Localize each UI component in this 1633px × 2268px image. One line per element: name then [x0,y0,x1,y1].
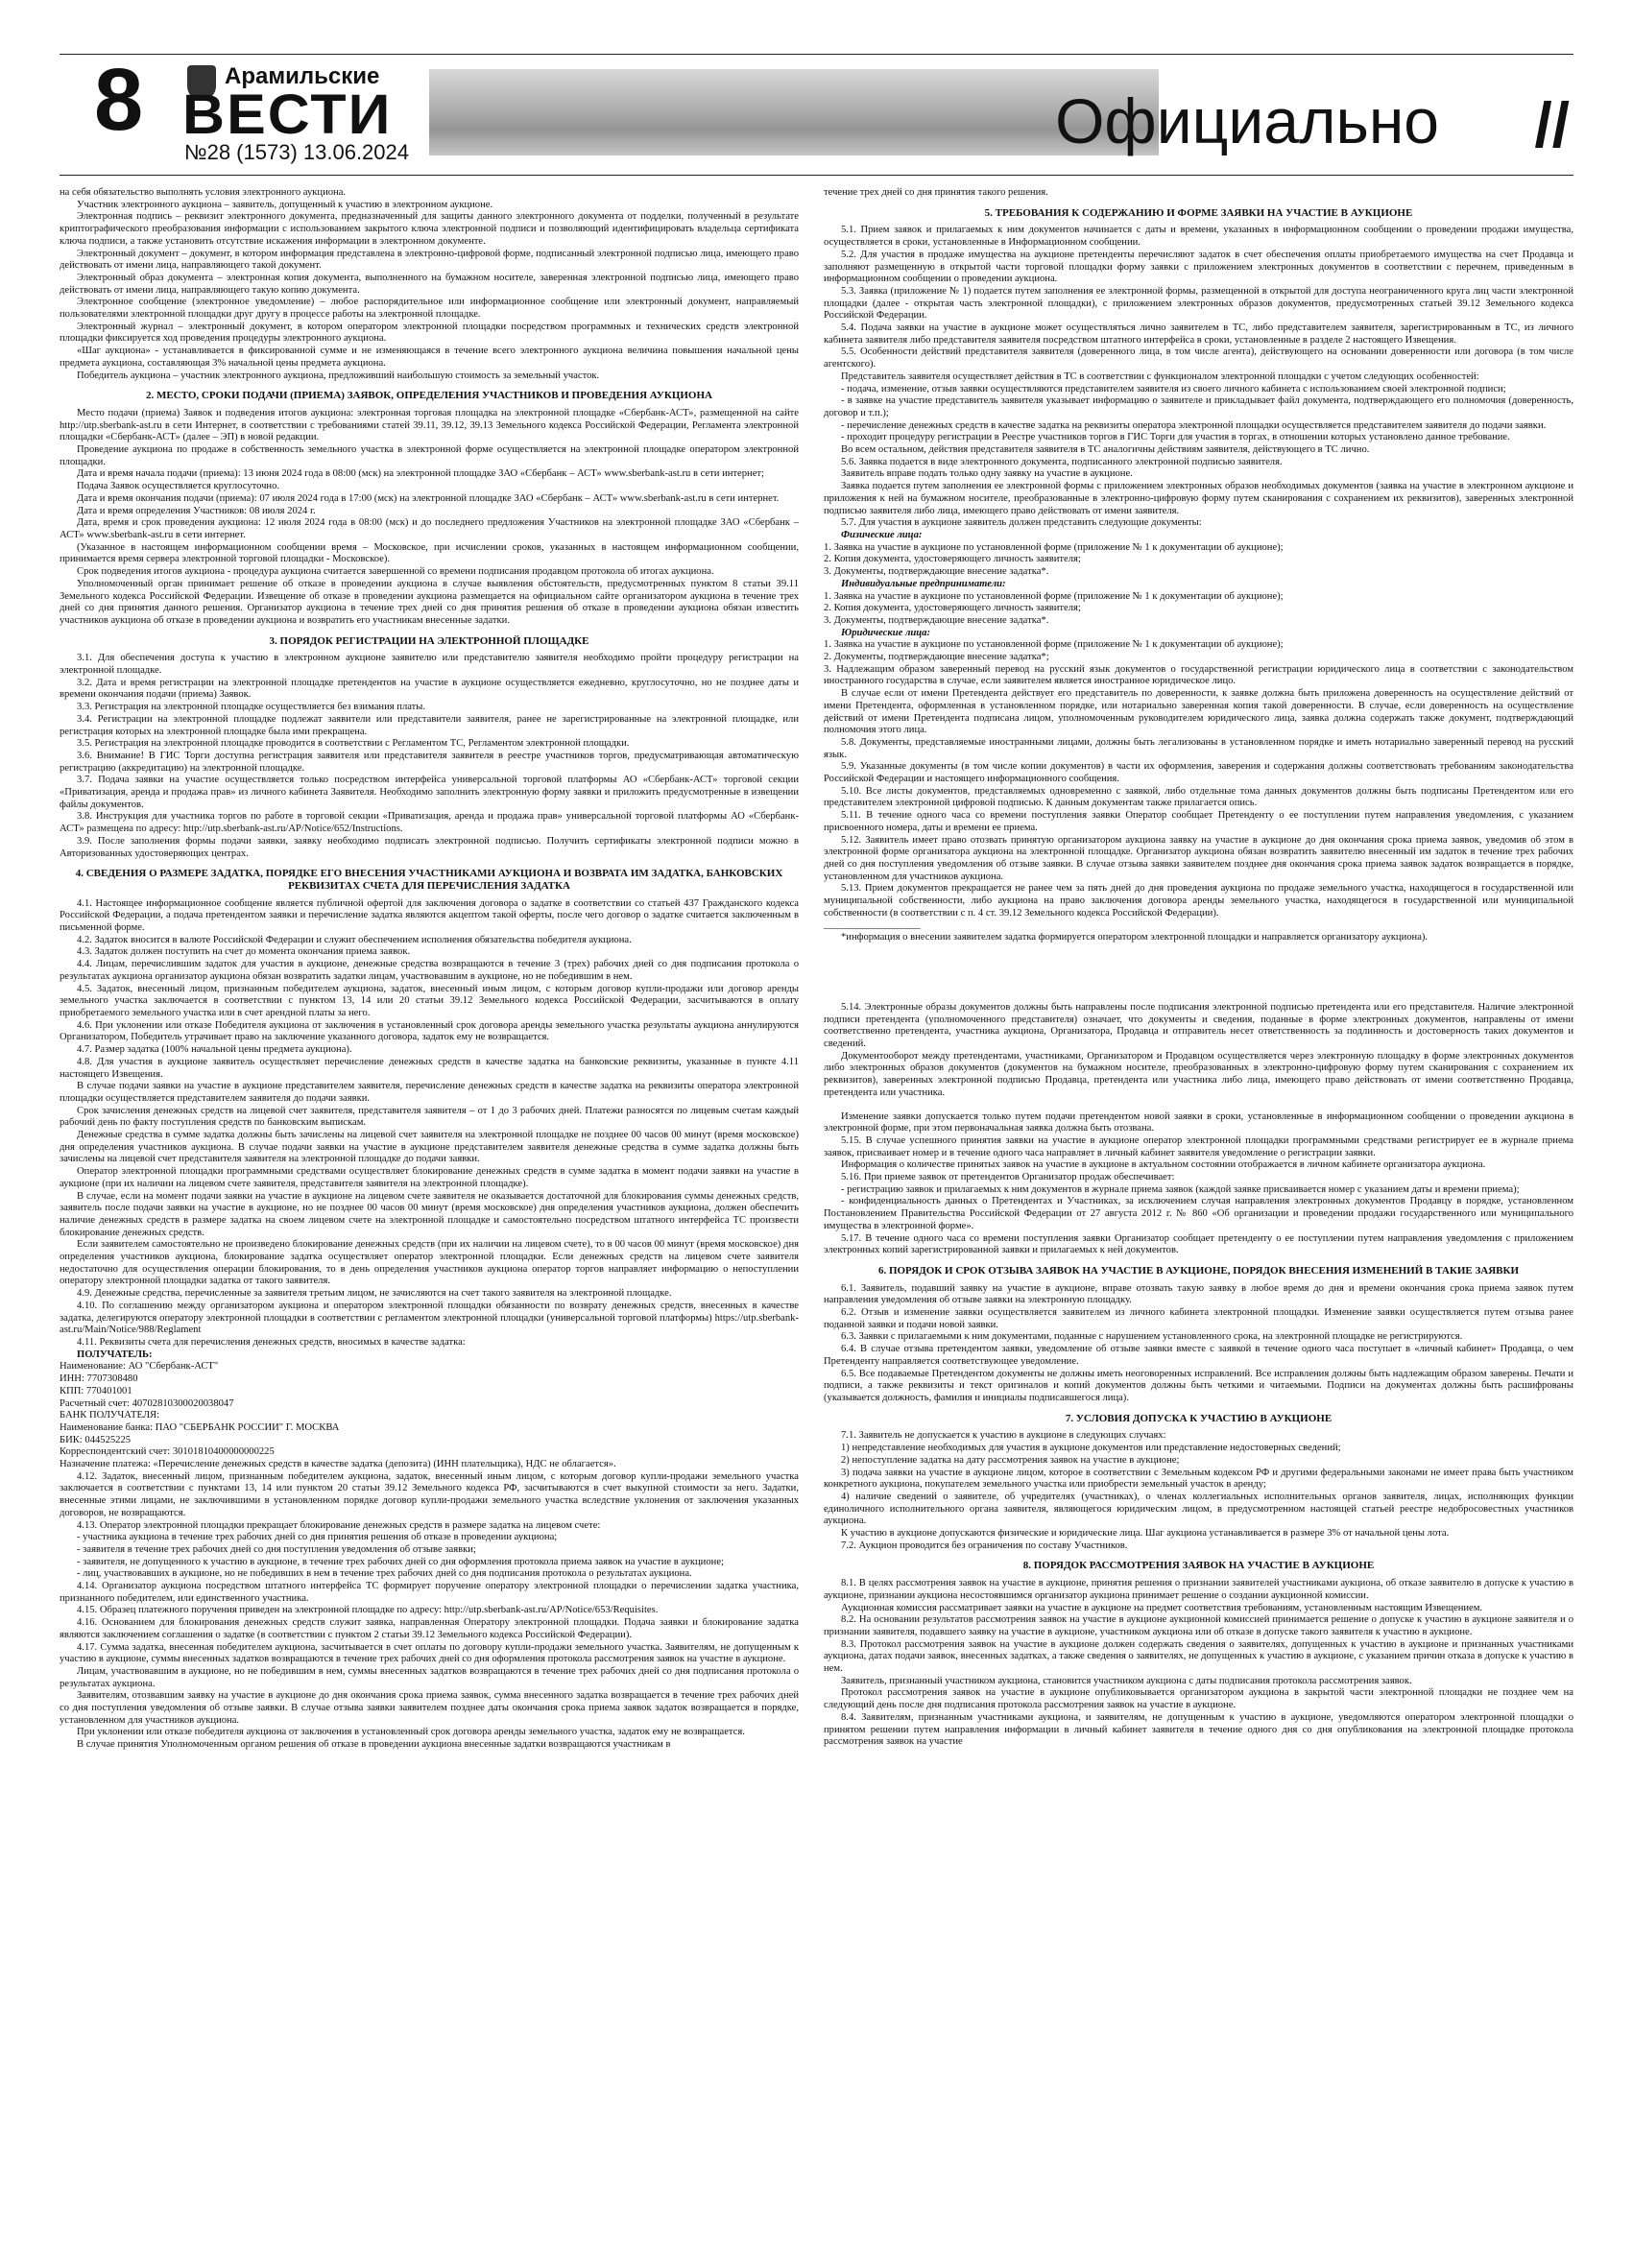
paragraph: 2) непоступление задатка на дату рассмотрения заявок на участие в аукционе; [841,1454,1180,1466]
paragraph: Информация о количестве принятых заявок на участие в аукционе в актуальном состоянии отображается в личном кабинете организатора аукциона. [841,1159,1486,1171]
paragraph: Лицам, участвовавшим в аукционе, но не победившим в нем, суммы внесенных задатков возвращаются в течение трех рабочих дней со дня подписания протокола о результатах аукциона. [60,1665,799,1689]
paragraph: 6.1. Заявитель, подавший заявку на участие в аукционе, вправе отозвать такую заявку в любое время до дня и времени окончания срока приема заявок путем направления уведомления об отзыве заявки на электронную площадку. [824,1282,1573,1306]
paragraph: 4.5. Задаток, внесенный лицом, признанным победителем аукциона, задаток, внесенный иным лицом, с которым договор купли-продажи или договор аренды земельного участка заключается в соответствии с пунктом 13, 14 или 20 статьи 39.12 Земельного кодекса Российской Федерации, засчитываются в оплату приобретаемого земельного участка или в счет арендной платы за него. [60,983,799,1018]
paragraph: 3) подача заявки на участие в аукционе лицом, которое в соответствии с Земельным кодексом РФ и другими федеральными законами не имеет права быть участником конкретного аукциона, покупателем земельного участка или приобрести земельный участок в аренду; [824,1467,1573,1491]
paragraph: 5.6. Заявка подается в виде электронного документа, подписанного электронной подписью заявителя. [841,456,1283,467]
paragraph: 3.4. Регистрации на электронной площадке подлежат заявители или представители заявителя, ранее не зарегистрированные на электронной площадке, или регистрация которых на электронной площадке была ими прекращена. [60,713,799,737]
paragraph: 4.9. Денежные средства, перечисленные за заявителя третьим лицом, не зачисляются на счет такого заявителя на электронной площадке. [77,1288,672,1300]
paragraph: - конфиденциальность данных о Претендентах и Участниках, за исключением случая направления электронных документов Продавцу в порядке, установленном Постановлением Правительства Российской Федерации от 27 августа 2012 г. № 860 «Об организации и проведении продажи государственного или муниципального имущества в электронной форме». [824,1196,1573,1231]
paragraph: Дата и время определения Участников: 08 июля 2024 г. [77,505,316,516]
section-heading: 6. ПОРЯДОК И СРОК ОТЗЫВА ЗАЯВОК НА УЧАСТИЕ В АУКЦИОНЕ, ПОРЯДОК ВНЕСЕНИЯ ИЗМЕНЕНИЙ В ТАКИЕ ЗАЯВКИ [877,1264,1520,1277]
paragraph: Электронное сообщение (электронное уведомление) – любое распорядительное или информационное сообщение или электронный документ, направляемый пользователями электронной площадки друг другу в процессе работы на электронной площадке. [60,297,799,321]
paragraph: Подача Заявок осуществляется круглосуточно. [77,481,280,492]
issue-number: №28 (1573) 13.06.2024 [184,140,409,164]
paragraph: - участника аукциона в течение трех рабочих дней со дня принятия решения об отказе в проведении аукциона; [77,1532,558,1543]
left-column [60,187,799,1752]
paragraph: Заявка подается путем заполнения ее электронной формы с приложением электронных образов необходимых документов (заявка на участие в электронном аукционе и приложения к ней на бумажном носителе, преобразованные в электронно-цифровую форму путем сканирования с сохранением их реквизитов), заверенных электронной подписью заявителя либо лица, имеющего право действовать от имени заявителя. [824,481,1573,516]
masthead [60,48,1573,173]
paragraph: 4.14. Организатор аукциона посредством штатного интерфейса ТС формирует поручение оператору электронной площадки о перечислении задатка участника, признанного победителем, или единственного участника. [60,1581,799,1604]
masthead-title: ВЕСТИ [182,84,393,146]
paragraph: 3.2. Дата и время регистрации на электронной площадке претендентов на участие в аукционе осуществляется ежедневно, круглосуточно, но не позднее даты и времени окончания подачи (приема) Заявок. [60,677,799,701]
paragraph: - лиц, участвовавших в аукционе, но не победивших в нем в течение трех рабочих дней со дня подписания протокола о результатах аукциона. [77,1568,692,1580]
paragraph: 1) непредставление необходимых для участия в аукционе документов или представление недостоверных сведений; [841,1443,1341,1454]
paragraph: «Шаг аукциона» - устанавливается в фиксированной сумме и не изменяющаяся в течение всего электронного аукциона величина повышения начальной цены предмета аукциона, составляющая 3% начальной цены предмета аукциона. [60,346,799,369]
paragraph: Электронный документ – документ, в котором информация представлена в электронно-цифровой форме, подписанный электронной подписью лица, имеющего право действовать от имени лица, направляющего такой документ. [60,248,799,272]
bank-detail: БАНК ПОЛУЧАТЕЛЯ: [60,1410,160,1421]
landscape-banner [429,69,1159,155]
section-title: Официально [1055,85,1439,156]
paragraph: В случае, если на момент подачи заявки на участие в аукционе на лицевом счете заявителя не оказывается достаточной для блокирования суммы денежных средств, заявитель после подачи заявки на участие в аукционе, но не позднее 00 часов 00 минут (время московское) дня определения участников аукциона, должен обеспечить наличие денежных средств в размере задатка на своем лицевом счете на электронной площадке и самостоятельно посредством штатного интерфейса ТС произвести блокирование денежных средств. [60,1190,799,1238]
paragraph: 5.16. При приеме заявок от претендентов Организатор продаж обеспечивает: [841,1172,1175,1183]
paragraph: 8.3. Протокол рассмотрения заявок на участие в аукционе должен содержать сведения о заявителях, допущенных к участию в аукционе и признанных участниками аукциона, датах подачи заявок, внесенных задатках, а также сведения о заявителях, не допущенных к участию в аукционе, с указанием причин отказа в допуске к участию в нем. [824,1638,1573,1675]
list-item: 2. Копия документа, удостоверяющего личность заявителя; [824,554,1081,565]
paragraph: Протокол рассмотрения заявок на участие в аукционе опубликовывается организатором аукциона в закрытой части электронной площадки не позднее чем на следующий день после дня подписания протокола рассмотрения заявок на участие в аукционе. [824,1687,1573,1711]
paragraph: 4.8. Для участия в аукционе заявитель осуществляет перечисление денежных средств в качестве задатка на банковские реквизиты, указанные в пункте 4.11 настоящего Извещения. [60,1056,799,1080]
paragraph: Уполномоченный орган принимает решение об отказе в проведении аукциона в случае выявления обстоятельств, предусмотренных пунктом 8 статьи 39.11 Земельного кодекса Российской Федерации. Извещение об отказе в проведении аукциона размещается на официальном сайте организатором аукциона в течение трех дней со дня принятия данного решения. Организатор аукциона в течение трех дней со дня принятия решения об отказе в проведении аукциона обязан известить участников аукциона об отказе в проведении аукциона и возвратить его участникам внесенные задатки. [60,578,799,626]
paragraph: 5.13. Прием документов прекращается не ранее чем за пять дней до дня проведения аукциона по продаже земельного участка, находящегося в государственной или муниципальной собственности, либо аукциона на право заключения договора аренды земельного участка, находящегося в государственной или муниципальной собственности (в соответствии с п. 4 ст. 39.12 Земельного кодекса Российской Федерации). [824,883,1573,919]
paragraph: Дата и время начала подачи (приема): 13 июня 2024 года в 08:00 (мск) на электронной площадке ЗАО «Сбербанк – АСТ» www.sberbank-ast.ru в сети интернет; [77,468,764,480]
paragraph: 5.15. В случае успешного принятия заявки на участие в аукционе оператор электронной площадки программными средствами регистрирует ее в журнале приема заявок, присваивает номер и в течение одного часа направляет в личный кабинет заявителя уведомление о регистрации заявки. [824,1134,1573,1158]
paragraph: 5.10. Все листы документов, представляемых одновременно с заявкой, либо отдельные тома данных документов должны быть подписаны Претендентом или его представителем электронной цифровой подписью. К данным документам также прилагается опись. [824,785,1573,809]
paragraph: 5.4. Подача заявки на участие в аукционе может осуществляться лично заявителем в ТС, либо представителем заявителя, зарегистрированным в ТС, из личного кабинета заявителя либо представителя заявителя посредством штатного интерфейса в сроки, установленные в разделе 2 настоящего Извещения. [824,322,1573,346]
paragraph: - подача, изменение, отзыв заявки осуществляются представителем заявителя из своего личного кабинета с использованием своей электронной подписи; [841,383,1506,394]
paragraph: Если заявителем самостоятельно не произведено блокирование денежных средств (при их наличии на лицевом счете), то в 00 часов 00 минут (время московское) дня определения участников аукциона, блокирование задатка осуществляет оператор электронной площадки. Если денежных средств на лицевом счете заявителя недостаточно для осуществления операции блокирования, то в день определения участников аукциона оператор торгов направляет информацию о непоступлении оператору электронной площадки задатка от такого заявителя. [60,1239,799,1287]
bank-detail: Корреспондентский счет: 30101810400000000225 [60,1446,275,1458]
paragraph: 5.8. Документы, представляемые иностранными лицами, должны быть легализованы в установленном порядке и иметь нотариально заверенный перевод на русский язык. [824,736,1573,760]
doc-group-label-text: Индивидуальные предприниматели: [841,578,1006,589]
paragraph: 5.12. Заявитель имеет право отозвать принятую организатором аукциона заявку на участие в аукционе до дня окончания срока приема заявок, уведомив об этом в электронной форме организатора аукциона на электронной площадке. Организатор аукциона обязан возвратить заявителю внесенный им задаток в течение трех рабочих дней со дня поступления уведомления об отзыве заявки. В случае отзыва заявки заявителем позднее дня окончания срока приема заявок задаток возвращается в порядке, установленном для участников аукциона. [824,834,1573,882]
paragraph: 4.3. Задаток должен поступить на счет до момента окончания приема заявок. [77,946,411,958]
section-heading: 4. СВЕДЕНИЯ О РАЗМЕРЕ ЗАДАТКА, ПОРЯДКЕ ЕГО ВНЕСЕНИЯ УЧАСТНИКАМИ АУКЦИОНА И ВОЗВРАТА ИМ ЗАДАТКА, БАНКОВСКИХ РЕКВИЗИТАХ СЧЕТА ДЛЯ ПЕРЕЧИСЛЕНИЯ ЗАДАТКА [75,868,783,892]
bank-detail: КПП: 770401001 [60,1385,132,1397]
paragraph: 3.3. Регистрация на электронной площадке осуществляется без взимания платы. [77,702,426,713]
bank-detail: Расчетный счет: 40702810300020038047 [60,1397,234,1409]
paragraph: Место подачи (приема) Заявок и подведения итогов аукциона: электронная торговая площадка на электронной площадке «Сбербанк-АСТ», размещенной на сайте http://utp.sberbank-ast.ru в сети Интернет, в соответствии с требованиями статей 39.11, 39.12, 39.13 Земельного кодекса Российской Федерации, Регламента электронной площадки «Сбербанк-АСТ» (далее – ЭП) в новой редакции. [60,407,799,443]
paragraph: 5.17. В течение одного часа со времени поступления заявки Организатор сообщает претенденту о ее поступлении путем направления уведомления с приложением электронных копий зарегистрированной заявки и прилагаемых к ней документов. [824,1232,1573,1256]
paragraph: 5.9. Указанные документы (в том числе копии документов) в части их оформления, заверения и содержания должны соответствовать требованиям законодательства Российской Федерации и настоящего информационного сообщения. [824,761,1573,785]
paragraph: Документооборот между претендентами, участниками, Организатором и Продавцом осуществляется через электронную площадку в форме электронных документов либо электронных образов документов (документов на бумажном носителе, преобразованных в электронно-цифровую форму путем сканирования с сохранением их реквизитов), заверенных электронной подписью Продавца, претендента или участника либо лица, имеющего право действовать от имени соответственно Продавца, претендента или участника. [824,1050,1573,1098]
paragraph: 7.1. Заявитель не допускается к участию в аукционе в следующих случаях: [841,1430,1166,1442]
section-slashes: // [1534,89,1570,160]
paragraph: Электронная подпись – реквизит электронного документа, предназначенный для защиты данного электронного документа от подделки, полученный в результате криптографического преобразования информации с использованием закрытого ключа электронной подписи и позволяющий идентифицировать владельца сертификата ключа подписи, а также установить отсутствие искажения информации в электронном документе. [60,211,799,247]
list-item: 3. Документы, подтверждающие внесение задатка*. [824,566,1049,578]
paragraph: Победитель аукциона – участник электронного аукциона, предложивший наибольшую стоимость за земельный участок. [77,370,600,381]
paragraph: Заявителям, отозвавшим заявку на участие в аукционе до дня окончания срока приема заявок, сумма внесенного задатка возвращается в течение трех рабочих дней со дня поступления уведомления об отзыве заявки. В случае отзыва заявки заявителем позднее даты окончания срока приема заявок задаток возвращается в порядке, установленном для участников аукциона. [60,1690,799,1726]
paragraph: 4.7. Размер задатка (100% начальной цены предмета аукциона). [77,1044,352,1056]
paragraph: Оператор электронной площадки программными средствами осуществляет блокирование денежных средств в сумме задатка в момент подачи заявки на участие в аукционе (при их наличии на лицевом счете заявителя, представителя заявителя на электронной площадке). [60,1166,799,1189]
paragraph: 5.11. В течение одного часа со времени поступления заявки Оператор сообщает Претенденту о ее поступлении путем направления уведомления, с указанием присвоенного номера, даты и времени ее приема. [824,810,1573,833]
paragraph: Срок зачисления денежных средств на лицевой счет заявителя, представителя заявителя – от 1 до 3 рабочих дней. Платежи разносятся по лицевым счетам каждый рабочий день по факту поступления средств по банковским выпискам. [60,1105,799,1129]
paragraph: (Указанное в настоящем информационном сообщении время – Московское, при исчислении сроков, указанных в настоящем информационном сообщении, принимается время сервера электронной торговой площадки - Московское). [60,541,799,565]
paragraph: 6.5. Все подаваемые Претендентом документы не должны иметь неоговоренных исправлений. Все исправления должны быть надлежащим образом заверены. Печати и подписи, а также реквизиты и текст оригиналов и копий документов должны быть четкими и читаемыми. Подписи на документах должны быть расшифрованы (указывается должность, фамилия и инициалы подписавшегося лица). [824,1368,1573,1403]
paragraph: 5.7. Для участия в аукционе заявитель должен представить следующие документы: [841,517,1202,529]
recipient-label [60,1349,799,1362]
paragraph: Участник электронного аукциона – заявитель, допущенный к участию в электронном аукционе. [77,199,493,210]
list-item: 3. Надлежащим образом заверенный перевод на русский язык документов о государственной регистрации юридического лица в соответствии с законодательством иностранного государства в случае, если заявителем является иностранное юридическое лицо. [824,663,1573,687]
paragraph: Денежные средства в сумме задатка должны быть зачислены на лицевой счет заявителя на электронной площадке не позднее 00 часов 00 минут (время московское) дня определения участников аукциона. В случае подачи заявки на участие в аукционе представителем заявителя денежные средства в сумме задатка должны быть зачислены на лицевой счет представителя заявителя на электронной площадке до подачи заявки. [60,1130,799,1165]
paragraph: 8.4. Заявителям, признанным участниками аукциона, и заявителям, не допущенным к участию в аукционе, уведомляются оператором электронной площадки о принятом решении путем направления информации в личный кабинет заявителя в течение одного дня со дня опубликования на электронной площадке протокола рассмотрения заявок на участие [824,1711,1573,1748]
paragraph: 6.4. В случае отзыва претендентом заявки, уведомление об отзыве заявки вместе с заявкой в течение одного часа поступает в «личный кабинет» Продавца, о чем Претенденту направляется соответствующее уведомление. [824,1344,1573,1367]
paragraph: 3.9. После заполнения формы подачи заявки, заявку необходимо подписать электронной подписью. Получить сертификаты электронной подписи можно в Авторизованных удостоверяющих центрах. [60,835,799,859]
right-column [824,187,1573,1749]
section-heading: 3. ПОРЯДОК РЕГИСТРАЦИИ НА ЭЛЕКТРОННОЙ ПЛОЩАДКЕ [269,634,589,647]
paragraph: - перечисление денежных средств в качестве задатка на реквизиты оператора электронной площадки осуществляется представителем заявителя до подачи заявки. [841,419,1547,431]
bank-detail: Наименование: АО "Сбербанк-АСТ" [60,1361,219,1373]
paragraph: Дата, время и срок проведения аукциона: 12 июля 2024 года в 08:00 (мск) и до последнего предложения Участников на электронной площадке ЗАО «Сбербанк – АСТ» www.sberbank-ast.ru в сети интернет. [60,517,799,540]
paragraph: В случае принятия Уполномоченным органом решения об отказе в проведении аукциона внесенные задатки возвращаются участникам в [77,1739,671,1751]
doc-group-label [824,628,1573,640]
paragraph: При уклонении или отказе победителя аукциона от заключения в установленный срок договора аренды земельного участка, задаток ему не возвращается. [77,1727,745,1738]
doc-group-label [824,530,1573,542]
paragraph: 7.2. Аукцион проводится без ограничения по составу Участников. [841,1540,1128,1551]
paragraph: 3.7. Подача заявки на участие осуществляется только посредством интерфейса универсальной торговой платформы АО «Сбербанк-АСТ» торговой секции «Приватизация, аренда и продажа прав» из личного кабинета Заявителя. Необходимо заполнить электронную форму заявки и приложить предусмотренные в извещении файлы документов. [60,775,799,810]
paragraph: 4.4. Лицам, перечислившим задаток для участия в аукционе, денежные средства возвращаются в течение 3 (трех) рабочих дней со дня подписания протокола о результатах аукциона организатор аукциона обязан возвратить задатки лицам, участвовавшим в аукционе, но не победившим в нем. [60,959,799,982]
bank-detail: БИК: 044525225 [60,1434,132,1445]
paragraph: Срок подведения итогов аукциона - процедура аукциона считается завершенной со времени подписания продавцом протокола об итогах аукциона. [77,566,714,578]
paragraph: 5.1. Прием заявок и прилагаемых к ним документов начинается с даты и времени, указанных в информационном сообщении о проведении продажи имущества, осуществляется в сроки, установленные в Информационном сообщении. [824,225,1573,249]
section-heading: 2. МЕСТО, СРОКИ ПОДАЧИ (ПРИЕМА) ЗАЯВОК, ОПРЕДЕЛЕНИЯ УЧАСТНИКОВ И ПРОВЕДЕНИЯ АУКЦИОНА [146,390,712,402]
paragraph: 4.15. Образец платежного поручения приведен на электронной площадке по адресу: http://utp.sberbank-ast.ru/AP/Notice/653/Requisites. [77,1605,659,1616]
section-heading: 7. УСЛОВИЯ ДОПУСКА К УЧАСТИЮ В АУКЦИОНЕ [1065,1412,1333,1424]
doc-group-label-text: Физические лица: [841,529,923,540]
paragraph: 8.2. На основании результатов рассмотрения заявок на участие в аукционе аукционной комиссией принимается решение о допуске к участию в аукционе заявителя и о признании заявителя, подавшего заявку на участие в аукционе, участником аукциона или об отказе в допуске такого заявителя к участию в аукционе. [824,1614,1573,1637]
paragraph: Представитель заявителя осуществляет действия в ТС в соответствии с функционалом электронной площадки с учетом следующих особенностей: [841,370,1479,382]
paragraph: 6.3. Заявки с прилагаемыми к ним документами, поданные с нарушением установленного срока, на электронной площадке не регистрируются. [841,1331,1463,1343]
paragraph: 5.5. Особенности действий представителя заявителя (доверенного лица, в том числе агента), действующего на основании доверенности или договора (в том числе агентского). [824,346,1573,370]
paragraph: 6.2. Отзыв и изменение заявки осуществляется заявителем из личного кабинета электронной площадки. Изменение заявки осуществляется путем отзыва ранее поданной заявки и подачи новой заявки. [824,1307,1573,1330]
bank-detail: ИНН: 7707308480 [60,1373,138,1385]
recipient-label-text: ПОЛУЧАТЕЛЬ: [77,1349,153,1360]
paragraph: 4.13. Оператор электронной площадки прекращает блокирование денежных средств в размере задатка на лицевом счете: [77,1519,601,1531]
paragraph: 4.17. Сумма задатка, внесенная победителем аукциона, засчитывается в счет оплаты по договору купли-продажи земельного участка. Заявителям, не допущенным к участию в аукционе, суммы внесенных задатков возвращаются в течение трех рабочих дней со дня оформления протокола рассмотрения заявок на участие в аукционе. [60,1641,799,1665]
paragraph: 4.6. При уклонении или отказе Победителя аукциона от заключения в установленный срок договора аренды земельного участка результаты аукциона аннулируются Организатором, Победитель утрачивает право на заключение указанного договора, задаток ему не возвращается. [60,1019,799,1043]
paragraph: 4) наличие сведений о заявителе, об учредителях (участниках), о членах коллегиальных исполнительных органов заявителя, лицах, исполняющих функции единоличного исполнительного органа заявителя, являющегося юридическим лицом, в предусмотренном настоящей статьей реестре недобросовестных участников аукциона. [824,1491,1573,1527]
list-item: 3. Документы, подтверждающие внесение задатка*. [824,614,1049,626]
list-item: 1. Заявка на участие в аукционе по установленной форме (приложение № 1 к документации об аукционе); [824,590,1284,602]
paragraph: 3.8. Инструкция для участника торгов по работе в торговой секции «Приватизация, аренда и продажа прав» универсальной торговой платформы АО «Сбербанк-АСТ» размещена по адресу: http://utp.sberbank-ast.ru/AP/Notice/652/Instructions. [60,811,799,835]
paragraph: 4.10. По соглашению между организатором аукциона и оператором электронной площадки обязанности по возврату денежных средств, внесенных в качестве задатка, делегируются оператору электронной площадки в соответствии с регламентом электронной площадки (универсальной торговой платформы) https://utp.sberbank-ast.ru/Main/Notice/988/Reglament [60,1300,799,1336]
masthead-top: Арамильские [225,63,380,89]
page-number: 8 [94,51,144,149]
section-heading: 5. ТРЕБОВАНИЯ К СОДЕРЖАНИЮ И ФОРМЕ ЗАЯВКИ НА УЧАСТИЕ В АУКЦИОНЕ [984,206,1413,219]
list-item: 1. Заявка на участие в аукционе по установленной форме (приложение № 1 к документации об аукционе); [824,541,1284,553]
doc-group-label-text: Юридические лица: [841,627,931,638]
list-item: 2. Документы, подтверждающие внесение задатка*; [824,652,1049,663]
paragraph: Аукционная комиссия рассматривает заявки на участие в аукционе на предмет соответствия требованиям, установленным настоящим Извещением. [841,1602,1483,1613]
header-rule [60,175,1573,176]
paragraph: 4.12. Задаток, внесенный лицом, признанным победителем аукциона, задаток, внесенный иным лицом, с которым договор купли-продажи земельного участка заключается в соответствии с пунктами 13, 14 или пунктом 20 статьи 39.12 Земельного кодекса РФ, засчитываются в счет выкупной стоимости за него. Задатки, внесенные этими лицами, не заключившими в установленном порядке договор купли-продажи земельного участка вследствие уклонения от заключения указанных договоров, не возвращаются. [60,1470,799,1518]
paragraph: течение трех дней со дня принятия такого решения. [824,187,1048,198]
footnote: *информация о внесении заявителем задатка формируется оператором электронной площадки и направляется организатору аукциона). [841,932,1429,943]
paragraph: 3.1. Для обеспечения доступа к участию в электронном аукционе заявителю или представителю заявителя необходимо пройти процедуру регистрации на электронной площадке. [60,653,799,677]
paragraph: 3.5. Регистрация на электронной площадке проводится в соответствии с Регламентом ТС, Регламентом электронной площадки. [77,738,630,750]
paragraph: К участию в аукционе допускаются физические и юридические лица. Шаг аукциона устанавливается в размере 3% от начальной цены лота. [841,1528,1450,1540]
footnote-rule: ___________________ [824,919,921,931]
paragraph: 4.11. Реквизиты счета для перечисления денежных средств, вносимых в качестве задатка: [77,1336,466,1348]
paragraph: Заявитель, признанный участником аукциона, становится участником аукциона с даты подписания протокола рассмотрения заявок. [841,1675,1412,1686]
bank-detail: Наименование банка: ПАО "СБЕРБАНК РОССИИ" Г. МОСКВА [60,1421,340,1433]
paragraph: - регистрацию заявок и прилагаемых к ним документов в журнале приема заявок (каждой заявке присваивается номер с указанием даты и времени приема); [841,1183,1520,1195]
paragraph: 8.1. В целях рассмотрения заявок на участие в аукционе, принятия решения о признании заявителей участниками аукциона, об отказе заявителю в допуске к участию в аукционе, признании аукциона несостоявшимся организатор аукциона принимает решение о создании аукционной комиссии. [824,1578,1573,1601]
paragraph: Дата и время окончания подачи (приема): 07 июля 2024 года в 17:00 (мск) на электронной площадке ЗАО «Сбербанк – АСТ» www.sberbank-ast.ru в сети интернет. [77,492,780,504]
paragraph: 4.2. Задаток вносится в валюте Российской Федерации и служит обеспечением исполнения обязательства победителя аукциона. [77,934,632,945]
paragraph: - проходит процедуру регистрации в Реестре участников торгов в ГИС Торги для участия в торгах, в отношении которых установлено данное требование. [841,432,1510,443]
paragraph: на себя обязательство выполнять условия электронного аукциона. [60,187,347,198]
paragraph: В случае подачи заявки на участие в аукционе представителем заявителя, перечисление денежных средств в качестве задатка на реквизиты оператора электронной площадки осуществляется представителем заявителя до подачи заявки. [60,1081,799,1104]
paragraph: Во всем остальном, действия представителя заявителя в ТС аналогичны действиям заявителя, действующего в ТС лично. [841,444,1370,456]
paragraph: 4.16. Основанием для блокирования денежных средств служит заявка, направленная Оператору электронной площадки. Подача заявки и блокирование задатка являются заключением соглашения о задатке (в соответствии с пунктом 2 статьи 39.12 Земельного кодекса Российской Федерации). [60,1617,799,1640]
paragraph: Проведение аукциона по продаже в собственность земельного участка в электронной форме осуществляется на электронной площадке оператором электронной площадки. [60,444,799,467]
paragraph: В случае если от имени Претендента действует его представитель по доверенности, к заявке должна быть приложена доверенность на осуществление действий от имени Претендента, оформленная в установленном порядке, или нотариально заверенная копия такой доверенности. В случае, если доверенность на осуществление действий от имени Претендента подписана лицом, уполномоченным руководителем юридического лица, заявка должна содержать также документ, подтверждающий полномочия этого лица. [824,688,1573,736]
paragraph: Электронный образ документа – электронная копия документа, выполненного на бумажном носителе, заверенная электронной подписью лица, имеющего право действовать от имени лица, направляющего такую копию документа. [60,272,799,296]
paragraph: 5.3. Заявка (приложение № 1) подается путем заполнения ее электронной формы, размещенной в открытой для доступа неограниченного круга лиц части электронной площадки (далее - открытая часть электронной площадки), с приложением электронных образов документов, предусмотренных статьей 39.12 Земельного кодекса Российской Федерации. [824,285,1573,322]
section-heading: 8. ПОРЯДОК РАССМОТРЕНИЯ ЗАЯВОК НА УЧАСТИЕ В АУКЦИОНЕ [1022,1560,1375,1572]
paragraph: Заявитель вправе подать только одну заявку на участие в аукционе. [841,468,1133,480]
list-item: 1. Заявка на участие в аукционе по установленной форме (приложение № 1 к документации об аукционе); [824,639,1284,651]
list-item: 2. Копия документа, удостоверяющего личность заявителя; [824,603,1081,614]
paragraph: 4.1. Настоящее информационное сообщение является публичной офертой для заключения договора о задатке в соответствии со статьей 437 Гражданского кодекса Российской Федерации, а подача претендентом заявки и перечисление задатка являются акцептом такой оферты, после чего договор о задатке считается заключенным в письменной форме. [60,897,799,934]
doc-group-label [824,579,1573,591]
paragraph: 3.6. Внимание! В ГИС Торги доступна регистрация заявителя или представителя заявителя в реестре участников торгов, предусматривающая автоматическую регистрацию (аккредитацию) на электронной площадке. [60,750,799,774]
bank-detail: Назначение платежа: «Перечисление денежных средств в качестве задатка (депозита) (ИНН плательщика), НДС не облагается». [60,1459,616,1470]
paragraph: Изменение заявки допускается только путем подачи претендентом новой заявки в сроки, установленные в информационном сообщении о проведении аукциона в электронной форме, при этом первоначальная заявка должна быть отозвана. [824,1110,1573,1134]
top-rule [60,54,1573,55]
paragraph: 5.14. Электронные образы документов должны быть направлены после подписания электронной подписью претендента или его представителя. Наличие электронной подписи претендента (уполномоченного представителя) означает, что документы и сведения, поданные в форме электронных документов, направлены от имени соответственно претендента, участника аукциона, Организатора, Продавца и отправитель несет ответственность за подлинность и достоверность таких документов и сведений. [824,1001,1573,1049]
paragraph: - в заявке на участие представитель заявителя указывает информацию о заявителе и прикладывает файл документа, подтверждающего его полномочия (доверенность, договор и т.п.); [824,395,1573,418]
paragraph: - заявителя, не допущенного к участию в аукционе, в течение трех рабочих дней со дня оформления протокола приема заявок на участие в аукционе; [77,1556,724,1567]
paragraph: - заявителя в течение трех рабочих дней со дня поступления уведомления об отзыве заявки; [77,1543,476,1555]
paragraph: 5.2. Для участия в продаже имущества на аукционе претенденты перечисляют задаток в счет обеспечения оплаты приобретаемого имущества на счет Продавца и заполняют размещенную в открытой части торговой площадки форму заявки с приложением электронных документов в соответствии с перечнем, приведенным в информационном сообщении о проведении аукциона. [824,249,1573,285]
paragraph: Электронный журнал – электронный документ, в котором оператором электронной площадки посредством программных и технических средств электронной площадки фиксируется ход проведения процедуры электронного аукциона. [60,321,799,345]
